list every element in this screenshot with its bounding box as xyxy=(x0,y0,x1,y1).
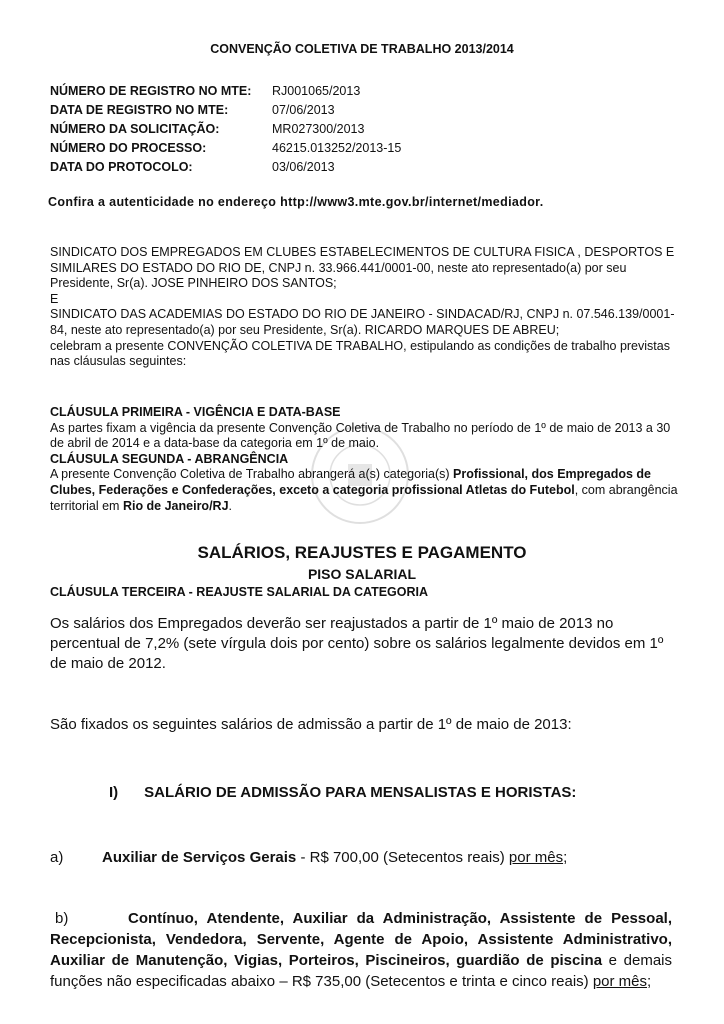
registration-value: 03/06/2013 xyxy=(272,160,335,174)
clause-1-text: As partes fixam a vigência da presente Convenção Coletiva de Trabalho no período de 1º de maio de 2013 a 30 de abril de 2014 e a data-base da categoria em 1º de maio. xyxy=(50,420,671,451)
clause-2-text-end: . xyxy=(228,498,233,513)
clause-3-title: CLÁUSULA TERCEIRA - REAJUSTE SALARIAL DA CATEGORIA xyxy=(50,585,429,599)
salary-item-b xyxy=(50,908,672,992)
section-title: SALÁRIOS, REAJUSTES E PAGAMENTO xyxy=(197,543,527,562)
clause-3-paragraph-1: Os salários dos Empregados deverão ser reajustados a partir de 1º maio de 2013 no percentual de 7,2% (sete vírgula dois por cento) sobre os salários legalmente devidos em 1º de maio de 2012. xyxy=(50,615,664,672)
item-a-value: - R$ 700,00 (Setecentos reais) xyxy=(296,849,509,866)
clause-2-title: CLÁUSULA SEGUNDA - ABRANGÊNCIA xyxy=(50,451,289,466)
registration-value: 07/06/2013 xyxy=(272,103,335,117)
item-b-value: e demais funções não especificadas abaixo – R$ 735,00 (Setecentos e trinta e cinco reais) xyxy=(50,952,672,990)
salary-heading-number: I) xyxy=(109,784,119,801)
registration-value: 46215.013252/2013-15 xyxy=(272,141,402,155)
registration-label: DATA DO PROTOCOLO: xyxy=(50,160,193,174)
item-a-period: por mês xyxy=(508,849,564,866)
registration-label: NÚMERO DO PROCESSO: xyxy=(50,141,207,155)
parties-block xyxy=(50,245,678,370)
registration-value: RJ001065/2013 xyxy=(272,84,361,98)
registration-label: DATA DE REGISTRO NO MTE: xyxy=(50,103,229,117)
salary-heading xyxy=(109,784,576,801)
party-1: SINDICATO DOS EMPREGADOS EM CLUBES ESTABELECIMENTOS DE CULTURA FISICA , DESPORTOS E SIMILARES DO ESTADO DO RIO DE, CNPJ n. 33.966.441/0001-00, neste ato representado(a) por seu Presidente, Sr(a). JOSE PINHEIRO DOS SANTOS; xyxy=(50,245,675,291)
item-b-label: b) xyxy=(55,910,69,927)
clause-3-paragraph-2: São fixados os seguintes salários de admissão a partir de 1º de maio de 2013: xyxy=(50,716,572,733)
item-a-role: Auxiliar de Serviços Gerais xyxy=(102,849,297,866)
item-b-end: ; xyxy=(647,973,652,990)
registration-label: NÚMERO DE REGISTRO NO MTE: xyxy=(50,84,252,98)
party-conjunction: E xyxy=(50,291,59,306)
registration-value: MR027300/2013 xyxy=(272,122,365,136)
item-b-roles: Contínuo, Atendente, Auxiliar da Administração, Assistente de Pessoal, Recepcionista, Vendedora, Servente, Agente de Apoio, Assistente Administrativo, Auxiliar de Manutenção, Vigias, Porteiros, Piscineiros, guardião de piscina xyxy=(50,910,672,969)
clauses-block xyxy=(50,405,682,514)
document-title: CONVENÇÃO COLETIVA DE TRABALHO 2013/2014 xyxy=(210,42,514,56)
clause-1-title: CLÁUSULA PRIMEIRA - VIGÊNCIA E DATA-BASE xyxy=(50,405,341,419)
item-a-end: ; xyxy=(563,849,568,866)
salary-heading-text: SALÁRIO DE ADMISSÃO PARA MENSALISTAS E HORISTAS: xyxy=(144,784,577,801)
clause-2-category: Profissional, dos Empregados de Clubes, Federações e Confederações, exceto a categoria profissional Atletas do Futebol xyxy=(50,467,651,497)
registration-label: NÚMERO DA SOLICITAÇÃO: xyxy=(50,122,220,136)
salary-item-a xyxy=(50,849,567,866)
party-2: SINDICATO DAS ACADEMIAS DO ESTADO DO RIO DE JANEIRO - SINDACAD/RJ, CNPJ n. 07.546.139/0001-84, neste ato representado(a) por seu Presidente, Sr(a). RICARDO MARQUES DE ABREU; xyxy=(50,307,675,337)
clause-2-text xyxy=(50,467,682,514)
authenticity-note: Confira a autenticidade no endereço http://www3.mte.gov.br/internet/mediador. xyxy=(48,195,544,209)
clause-2-text-start: A presente Convenção Coletiva de Trabalho abrangerá a(s) categoria(s) xyxy=(50,467,454,482)
section-subtitle: PISO SALARIAL xyxy=(307,566,417,582)
item-b-period: por mês xyxy=(592,973,648,990)
item-a-label: a) xyxy=(50,849,64,866)
clause-2-territory: Rio de Janeiro/RJ xyxy=(122,498,229,513)
parties-intro: celebram a presente CONVENÇÃO COLETIVA DE TRABALHO, estipulando as condições de trabalho previstas nas cláusulas seguintes: xyxy=(50,338,670,369)
clause-2-text-mid: , com abrangência territorial em xyxy=(50,482,678,513)
